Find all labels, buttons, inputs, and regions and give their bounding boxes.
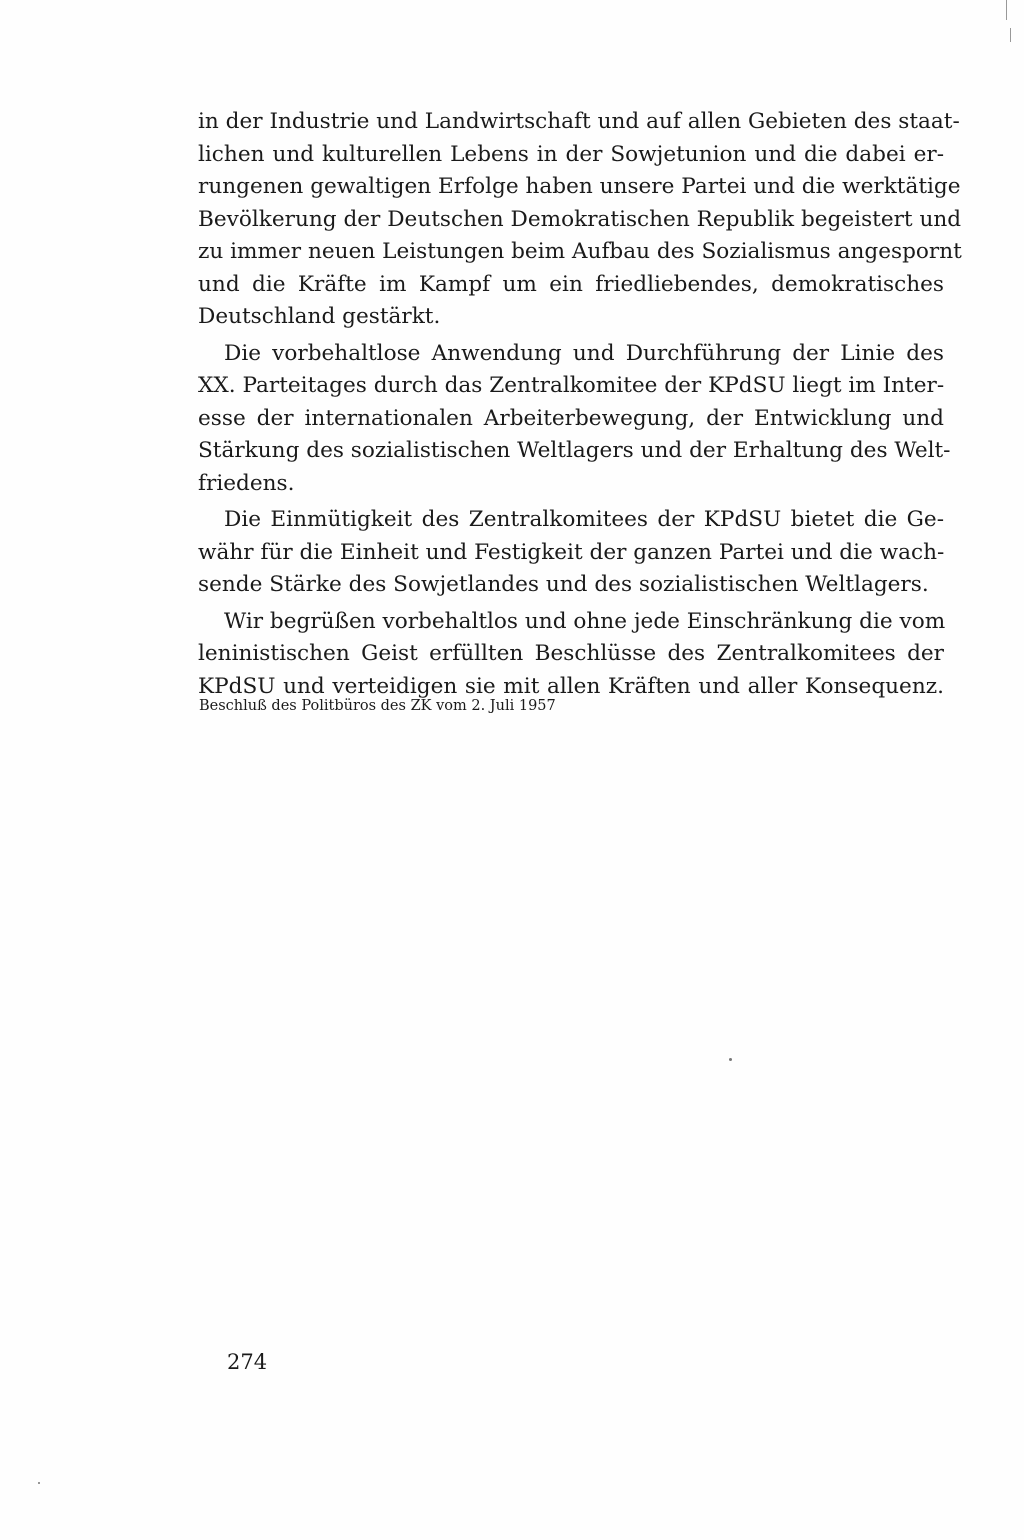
text-line: sende Stärke des Sowjetlandes und des sozialistischen Weltlagers. bbox=[198, 572, 929, 597]
text-line: esse der internationalen Arbeiterbewegung, der Entwicklung und bbox=[198, 405, 944, 431]
text-line: lichen und kulturellen Lebens in der Sowjetunion und die dabei er- bbox=[198, 141, 944, 167]
scan-speck bbox=[38, 1482, 40, 1484]
text-line: Deutschland gestärkt. bbox=[198, 304, 441, 329]
text-line: Stärkung des sozialistischen Weltlagers und der Erhaltung des Welt- bbox=[198, 438, 951, 463]
scan-edge-mark bbox=[1006, 0, 1007, 20]
paragraph-4 bbox=[198, 606, 944, 704]
scan-edge-mark bbox=[1010, 28, 1011, 42]
text-line: friedens. bbox=[198, 470, 295, 496]
paragraph-3 bbox=[198, 504, 944, 602]
scan-speck bbox=[729, 1058, 732, 1061]
text-line: und die Kräfte im Kampf um ein friedliebendes, demokratisches bbox=[198, 271, 944, 297]
text-line: Die Einmütigkeit des Zentralkomitees der KPdSU bietet die Ge- bbox=[224, 507, 944, 532]
text-line: Die vorbehaltlose Anwendung und Durchführung der Linie des bbox=[224, 340, 944, 366]
text-line: zu immer neuen Leistungen beim Aufbau des Sozialismus angespornt bbox=[198, 239, 962, 264]
text-line: Wir begrüßen vorbehaltlos und ohne jede Einschränkung die vom bbox=[224, 608, 946, 634]
text-line: KPdSU und verteidigen sie mit allen Kräften und aller Konsequenz. bbox=[198, 673, 944, 699]
text-line: XX. Parteitages durch das Zentralkomitee der KPdSU liegt im Inter- bbox=[198, 373, 945, 398]
page-number: 274 bbox=[227, 1350, 268, 1374]
text-line: leninistischen Geist erfüllten Beschlüsse des Zentralkomitees der bbox=[198, 641, 944, 666]
source-note: Beschluß des Politbüros des ZK vom 2. Juli 1957 bbox=[199, 698, 556, 714]
paragraph-2 bbox=[198, 338, 951, 501]
text-line: in der Industrie und Landwirtschaft und auf allen Gebieten des staat- bbox=[198, 109, 960, 134]
text-line: Bevölkerung der Deutschen Demokratischen Republik begeistert und bbox=[198, 206, 962, 232]
paragraph-1 bbox=[198, 106, 962, 334]
body-text bbox=[198, 106, 962, 707]
text-line: rungenen gewaltigen Erfolge haben unsere Partei und die werktätige bbox=[198, 174, 961, 199]
text-line: währ für die Einheit und Festigkeit der ganzen Partei und die wach- bbox=[198, 539, 945, 565]
